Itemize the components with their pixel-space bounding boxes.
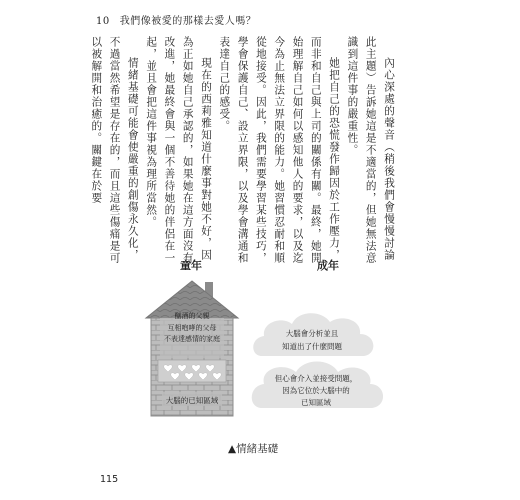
chapter-number: 10 <box>96 16 110 27</box>
figure-caption: ▲情緒基礎 <box>228 443 279 455</box>
cloud-text: 知道出了什麼問題 <box>282 342 342 351</box>
cloud-text: 大腦會分析並且 <box>285 329 339 338</box>
cloud-text: 但心會介入並接受問題， <box>274 374 358 383</box>
adult-title: 成年 <box>317 259 339 272</box>
house-item: 互相咆哮的父母 <box>167 324 217 332</box>
chapter-title: 我們像被愛的那樣去愛人嗎？ <box>119 16 257 27</box>
page-number: 115 <box>100 474 119 485</box>
house-item: 不表達感情的家庭 <box>164 335 220 343</box>
cloud-text: 因為它位於大腦中的 <box>282 386 350 395</box>
paragraph: 現在的西莉雅知道什麼事對她不好，因為正如她自己承認的，如果她在這方面沒有改進，她最終會與一個不善待她的伴侶在一起，並且會把這件事視為理所當然。 <box>145 36 213 264</box>
heart-accepts-cloud <box>252 362 383 409</box>
house-caption: 大腦的已知區域 <box>165 396 219 405</box>
paragraph: 內心深處的聲音（稍後我們會慢慢討論此主題）告訴她這是不適當的，但她無法意識到這件事的嚴重性。 <box>346 36 395 264</box>
cloud-text: 已知區域 <box>301 398 331 407</box>
paragraph: 她把自己的恐慌發作歸因於工作壓力，而非和自己與上司的關係有關。最終，她開始理解自己如何以感知他人的要求，以及迄今為止無法立界限的能力。她習慣忍耐和順從地接受。因此，我們需要學習某些技巧，學會保護自己、設立界限，以及學會溝通和表達自己的感受。 <box>218 36 341 264</box>
childhood-title: 童年 <box>180 259 202 272</box>
house-item: 酗酒的父親 <box>174 312 210 320</box>
paragraph: 情緒基礎可能會使嚴重的創傷永久化，不過當然希望是存在的，而且這些傷痛是可以被解開和治癒的。關鍵在於要 <box>90 36 139 264</box>
brain-analysis-cloud <box>253 313 373 356</box>
house-illustration <box>146 281 238 416</box>
